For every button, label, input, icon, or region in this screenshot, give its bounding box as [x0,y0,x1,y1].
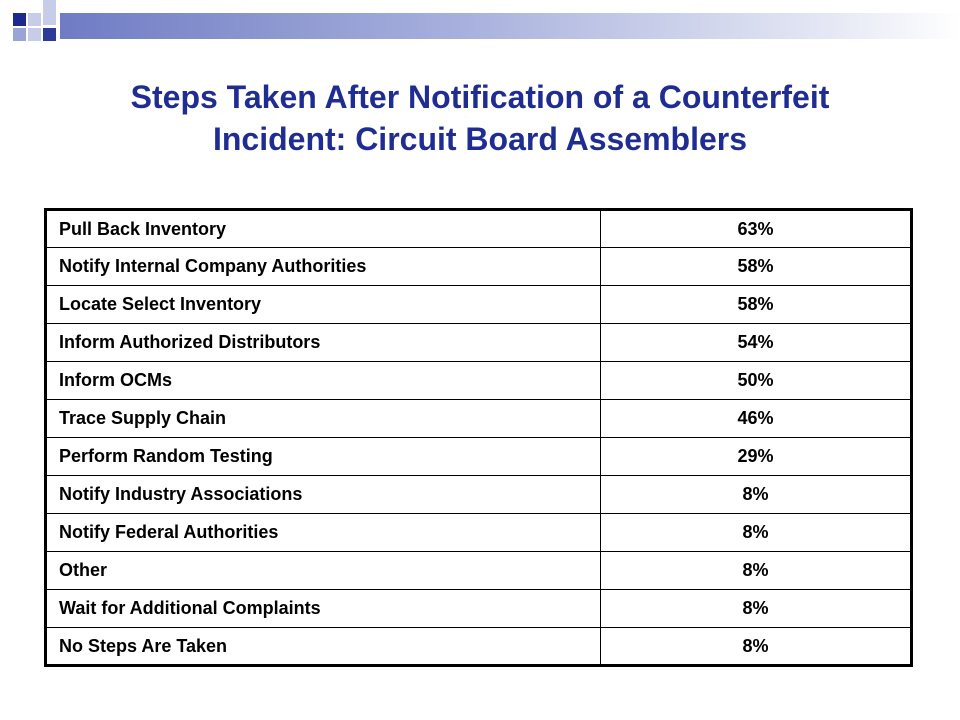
percent-cell: 46% [601,400,912,438]
percent-cell: 8% [601,628,912,666]
slide-title [40,76,920,160]
step-cell: Notify Internal Company Authorities [46,248,601,286]
steps-table [44,208,913,667]
percent-cell: 29% [601,438,912,476]
step-cell: Locate Select Inventory [46,286,601,324]
percent-cell: 8% [601,476,912,514]
step-cell: Trace Supply Chain [46,400,601,438]
table-row [46,324,912,362]
decor-square [28,28,41,41]
table-row [46,400,912,438]
decor-square [13,13,26,26]
decor-square [13,28,26,41]
table-row [46,210,912,248]
percent-cell: 54% [601,324,912,362]
table-row [46,628,912,666]
percent-cell: 8% [601,590,912,628]
decor-square [43,0,56,25]
table-row [46,248,912,286]
slide-title-line-2: Incident: Circuit Board Assemblers [212,121,748,157]
step-cell: Perform Random Testing [46,438,601,476]
step-cell: Notify Industry Associations [46,476,601,514]
step-cell: Wait for Additional Complaints [46,590,601,628]
step-cell: No Steps Are Taken [46,628,601,666]
table-row [46,438,912,476]
percent-cell: 58% [601,248,912,286]
percent-cell: 63% [601,210,912,248]
table-row [46,514,912,552]
step-cell: Notify Federal Authorities [46,514,601,552]
table-row [46,552,912,590]
table-row [46,590,912,628]
table-row [46,476,912,514]
percent-cell: 58% [601,286,912,324]
step-cell: Pull Back Inventory [46,210,601,248]
slide-title-line-1: Steps Taken After Notification of a Counterfeit [130,79,830,115]
percent-cell: 50% [601,362,912,400]
decor-square [43,28,56,41]
table-row [46,362,912,400]
header-gradient-bar [60,13,960,39]
percent-cell: 8% [601,514,912,552]
step-cell: Inform Authorized Distributors [46,324,601,362]
step-cell: Other [46,552,601,590]
percent-cell: 8% [601,552,912,590]
decor-square [28,13,41,26]
step-cell: Inform OCMs [46,362,601,400]
table-row [46,286,912,324]
